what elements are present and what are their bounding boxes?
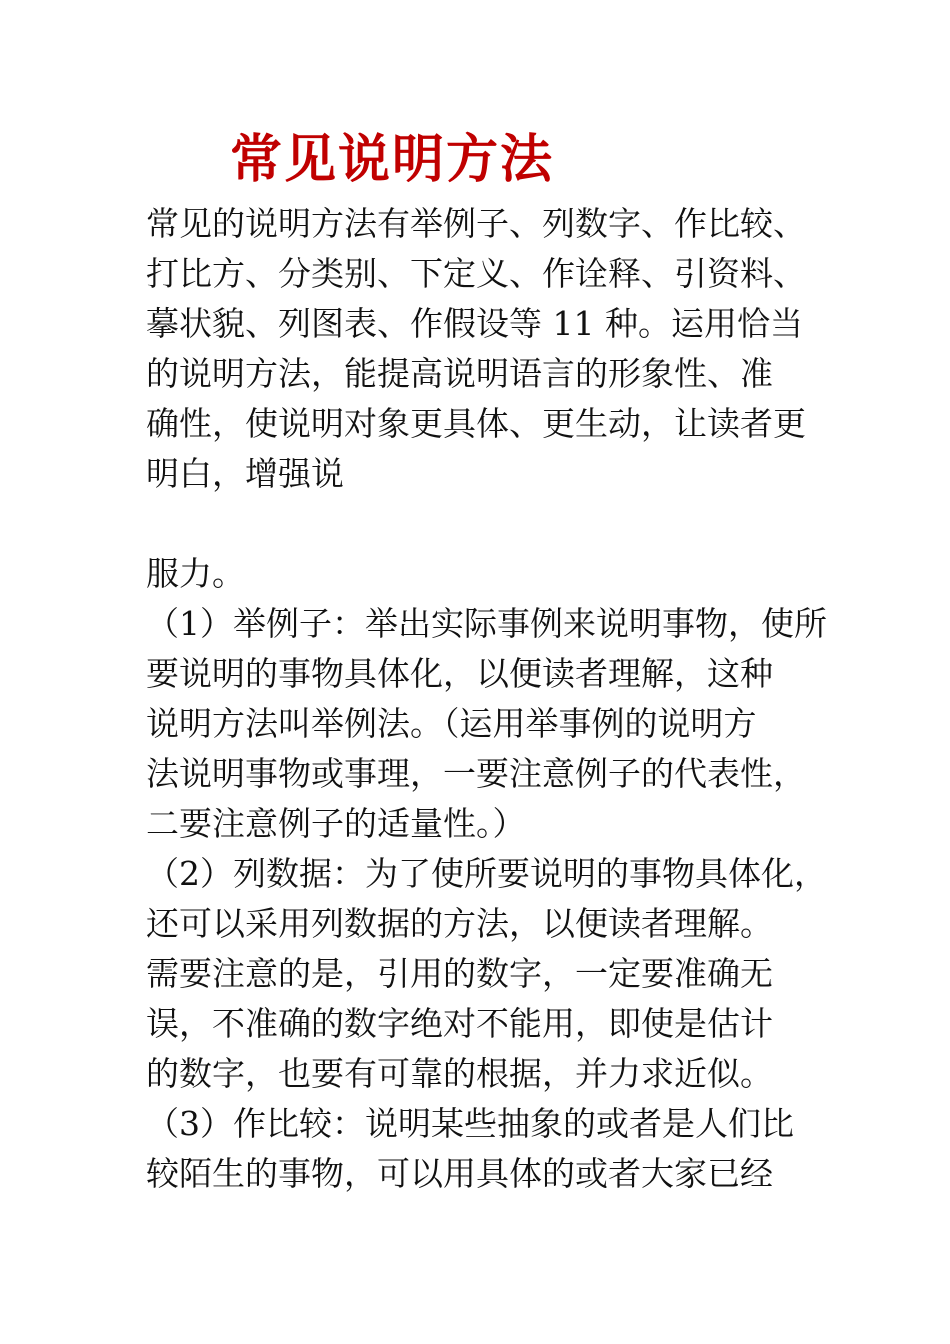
paragraph-line: 二要注意例子的适量性。）: [146, 804, 526, 843]
paragraph-line: （1）举例子：举出实际事例来说明事物，使所: [146, 604, 827, 643]
paragraph-line: 误，不准确的数字绝对不能用，即使是估计: [146, 1004, 773, 1043]
paragraph-line: 服力。: [146, 554, 245, 593]
paragraph-line: （2）列数据：为了使所要说明的事物具体化，: [146, 854, 827, 893]
paragraph-line: （3）作比较：说明某些抽象的或者是人们比: [146, 1104, 794, 1143]
paragraph-line: 摹状貌、列图表、作假设等 11 种。运用恰当: [146, 304, 803, 343]
paragraph-line: 法说明事物或事理，一要注意例子的代表性，: [146, 754, 806, 793]
blank-line: [146, 499, 836, 549]
paragraph-line: 常见的说明方法有举例子、列数字、作比较、: [146, 204, 806, 243]
paragraph-line: 明白，增强说: [146, 454, 344, 493]
document-body: [146, 199, 836, 1199]
page-title: 常见说明方法: [230, 129, 555, 190]
paragraph-line: 较陌生的事物，可以用具体的或者大家已经: [146, 1154, 773, 1193]
paragraph-line: 说明方法叫举例法。（运用举事例的说明方: [146, 704, 757, 743]
paragraph-line: 要说明的事物具体化，以便读者理解，这种: [146, 654, 773, 693]
paragraph-line: 还可以采用列数据的方法，以便读者理解。: [146, 904, 773, 943]
paragraph-line: 打比方、分类别、下定义、作诠释、引资料、: [146, 254, 806, 293]
paragraph-line: 的说明方法，能提高说明语言的形象性、准: [146, 354, 773, 393]
paragraph-line: 的数字，也要有可靠的根据，并力求近似。: [146, 1054, 773, 1093]
paragraph-line: 确性，使说明对象更具体、更生动，让读者更: [146, 404, 806, 443]
paragraph-line: 需要注意的是，引用的数字，一定要准确无: [146, 954, 773, 993]
